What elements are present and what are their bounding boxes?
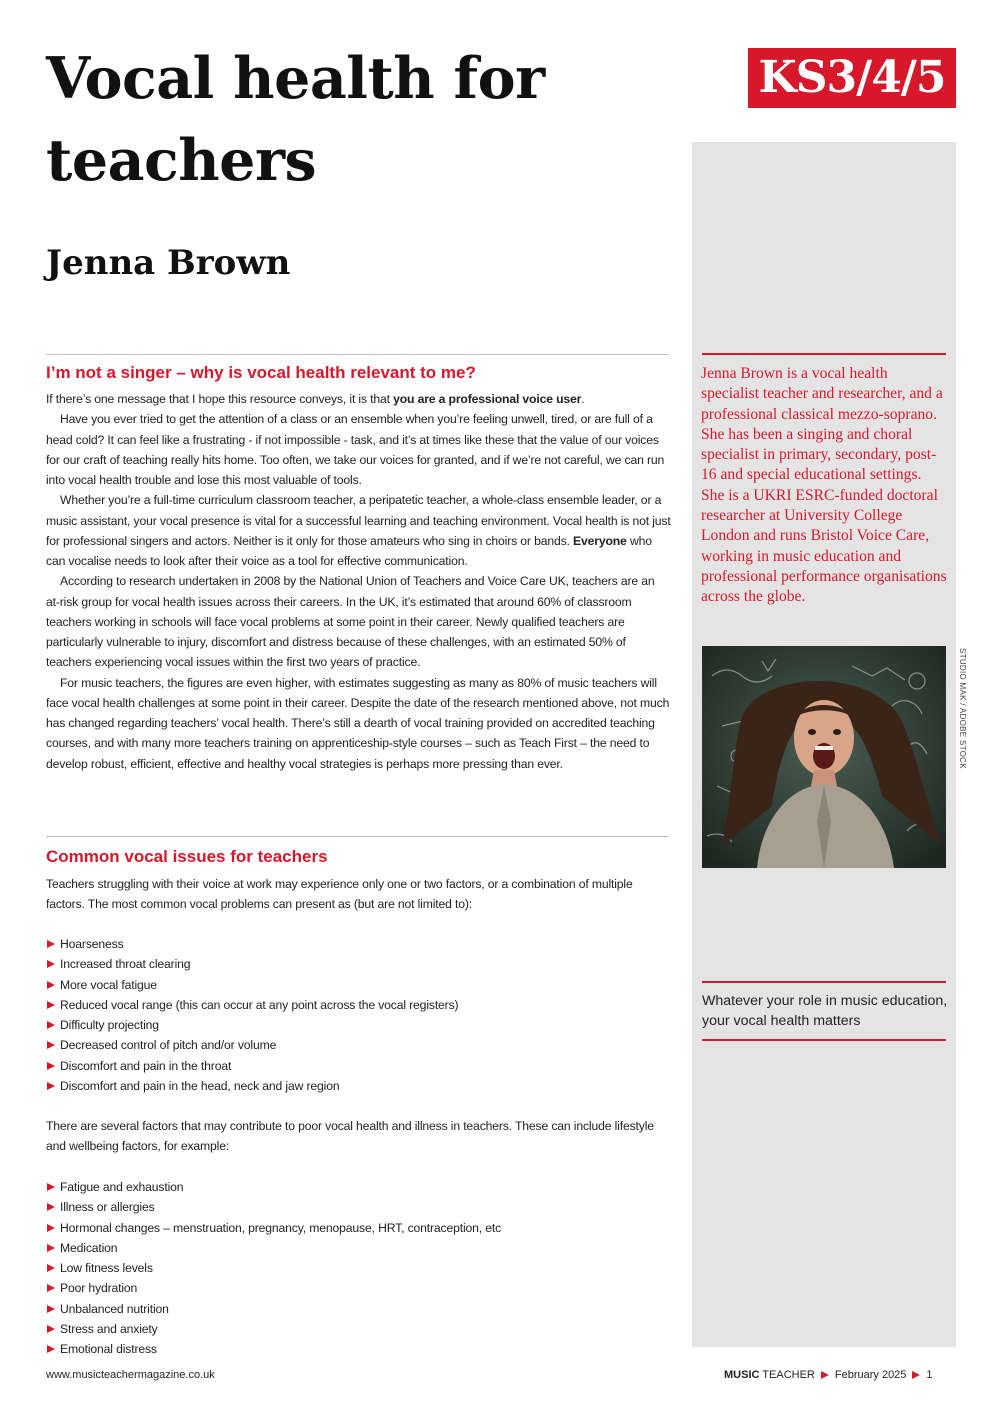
issues-intro: Teachers struggling with their voice at work may experience only one or two factors, or a combination of multiple factors. The most common vocal problems can present as (but are not limited to): — [46, 877, 633, 912]
list-item — [46, 954, 671, 974]
list-item-text: Unbalanced nutrition — [60, 1301, 169, 1316]
vocal-problems-list — [46, 934, 671, 1096]
list-item — [46, 1299, 671, 1319]
bullet-arrow-icon — [47, 1244, 55, 1252]
list-item — [46, 1258, 671, 1278]
bullet-arrow-icon — [47, 981, 55, 989]
paragraph: If there’s one message that I hope this resource conveys, it is that you are a professional voice user. — [46, 392, 585, 406]
list-item — [46, 1197, 671, 1217]
paragraph: Have you ever tried to get the attention of a class or an ensemble when you’re feeling unwell, tired, or are full of a head cold? It can feel like a frustrating - if not impossible - task, and it’s at times like these that the value of our voices for our craft of teaching really hits home. Too often, we take our voices for granted, and if we’re not careful, we can run into vocal health trouble and lose this most valuable of tools. — [46, 412, 665, 487]
bio-divider — [702, 353, 946, 355]
footer-arrow-icon — [821, 1371, 829, 1379]
footer-website: www.musicteachermagazine.co.uk — [46, 1369, 215, 1381]
section-heading-relevance: I’m not a singer – why is vocal health relevant to me? — [46, 363, 476, 382]
list-item — [46, 1076, 671, 1096]
bullet-arrow-icon — [47, 1284, 55, 1292]
list-item — [46, 1177, 671, 1197]
list-item — [46, 1319, 671, 1339]
pull-quote: Whatever your role in music education, your vocal health matters — [702, 993, 948, 1029]
bullet-arrow-icon — [47, 960, 55, 968]
bullet-arrow-icon — [47, 1062, 55, 1070]
page-number: 1 — [926, 1369, 933, 1381]
contributing-factors-list — [46, 1177, 671, 1359]
bullet-arrow-icon — [47, 1203, 55, 1211]
bullet-arrow-icon — [47, 1345, 55, 1353]
list-item-text: Discomfort and pain in the throat — [60, 1058, 232, 1073]
section-divider — [46, 354, 669, 355]
bullet-arrow-icon — [47, 1224, 55, 1232]
list-item — [46, 1218, 671, 1238]
factors-intro: There are several factors that may contribute to poor vocal health and illness in teachers. These can include lifestyle and wellbeing factors, for example: — [46, 1119, 654, 1154]
list-item-text: Hormonal changes – menstruation, pregnancy, menopause, HRT, contraception, etc — [60, 1220, 502, 1235]
list-item-text: Reduced vocal range (this can occur at any point across the vocal registers) — [60, 997, 459, 1012]
paragraph: According to research undertaken in 2008 by the National Union of Teachers and Voice Care UK, teachers are an at-risk group for vocal health issues across their careers. In the UK, it’s estimated that around 60% of classroom teachers working in schools will face vocal problems at some point in their career. Newly qualified teachers are particularly vulnerable to injury, discomfort and distress because of these challenges, with an estimated 50% of teachers experiencing vocal issues within the first two years of practice. — [46, 574, 655, 670]
photo-credit: STUDIO MAK / ADOBE STOCK — [958, 648, 967, 769]
paragraph: Whether you’re a full-time curriculum classroom teacher, a peripatetic teacher, a whole-class ensemble leader, or a music assistant, your vocal presence is vital for a successful learning and teaching environment. Vocal health is not just for professional singers and actors. Neither is it only for those amateurs who sing in choirs or bands. Everyone who can vocalise needs to look after their voice as a tool for effective communication. — [46, 493, 671, 568]
list-item-text: Poor hydration — [60, 1281, 138, 1296]
list-item — [46, 975, 671, 995]
list-item — [46, 1056, 671, 1076]
bullet-arrow-icon — [47, 940, 55, 948]
list-item-text: Illness or allergies — [60, 1200, 155, 1215]
list-item-text: Difficulty projecting — [60, 1018, 159, 1032]
bullet-arrow-icon — [47, 1021, 55, 1029]
list-item-text: Fatigue and exhaustion — [60, 1180, 184, 1194]
article-title: Vocal health for teachers — [46, 45, 545, 194]
paragraph: For music teachers, the figures are even higher, with estimates suggesting as many as 80% of music teachers will face vocal health challenges at some point in their career. Despite the date of the research mentioned above, not much has changed regarding teachers’ vocal health. There’s still a dearth of vocal training provided on accredited teaching courses, and with many more teachers training on apprenticeship-style courses – such as Teach First – the need to develop robust, efficient, effective and healthy vocal strategies is perhaps more pressing than ever. — [46, 675, 670, 771]
list-item-text: Discomfort and pain in the head, neck and jaw region — [60, 1078, 340, 1093]
emphasis: Everyone — [573, 533, 627, 548]
footer-arrow-icon — [912, 1371, 920, 1379]
list-item — [46, 1278, 671, 1298]
bullet-arrow-icon — [47, 1001, 55, 1009]
bullet-arrow-icon — [47, 1041, 55, 1049]
author-bio: Jenna Brown is a vocal health specialist teacher and researcher, and a professional classical mezzo-soprano. She has been a singing and choral specialist in primary, secondary, post-16 and special educational settings. She is a UKRI ESRC-funded doctoral researcher at University College London and runs Bristol Voice Care, working in music education and professional performance organisations across the globe. — [701, 365, 947, 606]
bullet-arrow-icon — [47, 1082, 55, 1090]
issue-date: February 2025 — [834, 1369, 907, 1381]
section-divider — [46, 836, 669, 837]
emphasis: you are a professional voice user — [393, 392, 582, 406]
list-item-text: More vocal fatigue — [60, 977, 157, 992]
list-item-text: Emotional distress — [60, 1342, 157, 1356]
list-item — [46, 995, 671, 1015]
bullet-arrow-icon — [47, 1305, 55, 1313]
list-item-text: Hoarseness — [60, 937, 124, 951]
magazine-name: MUSIC TEACHER — [724, 1369, 815, 1381]
bullet-arrow-icon — [47, 1183, 55, 1191]
pull-quote-top-rule — [702, 981, 946, 983]
list-item-text: Low fitness levels — [60, 1261, 153, 1275]
bullet-arrow-icon — [47, 1325, 55, 1333]
list-item-text: Medication — [60, 1240, 118, 1255]
pull-quote-bottom-rule — [702, 1039, 946, 1041]
section-body-relevance — [46, 389, 671, 774]
section-heading-issues: Common vocal issues for teachers — [46, 847, 328, 866]
list-item — [46, 1035, 671, 1055]
list-item-text: Stress and anxiety — [60, 1321, 158, 1336]
list-item — [46, 1015, 671, 1035]
list-item-text: Increased throat clearing — [60, 957, 191, 972]
author-name: Jenna Brown — [46, 243, 291, 283]
bullet-arrow-icon — [47, 1264, 55, 1272]
footer-issue-info — [724, 1369, 956, 1381]
list-item — [46, 1238, 671, 1258]
list-item — [46, 934, 671, 954]
teacher-photo — [702, 646, 946, 868]
list-item — [46, 1339, 671, 1359]
list-item-text: Decreased control of pitch and/or volume — [60, 1038, 277, 1053]
key-stage-badge: KS3/4/5 — [748, 48, 956, 108]
